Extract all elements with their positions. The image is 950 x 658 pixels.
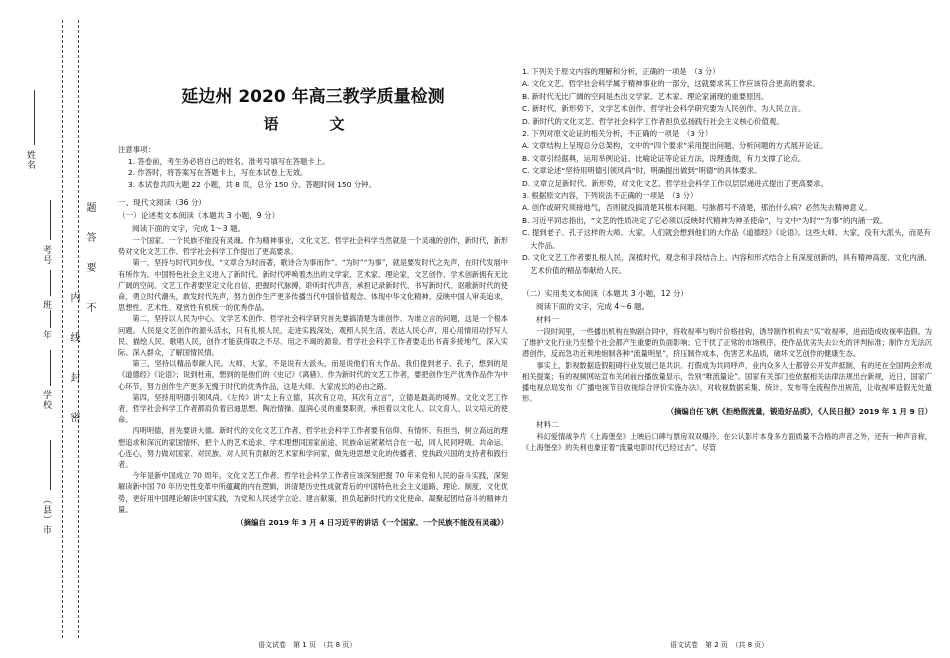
subject-title: 语 文 [263,115,363,133]
answer-option: B. 新时代无比广阔的空间是杰出文学家、艺术家、理论家涌现的重要原因。 [522,91,769,101]
passage-paragraph: 今年是新中国成立 70 周年。文化文艺工作者、哲学社会科学工作者应该深刻把握 70 年来党和人民的奋斗实践，深刻解读新中国 70 年历史性变革中所蕴藏的内在逻辑，讲清楚历史性成就背后的中国特色社会主义道路、理论、制度、文化优势，更好用中国理论解读中国实践，为党和人民述学立论、建言献策，担负起新时代的文化使命、凝聚起团结奋斗的精神力量。 [118,471,508,514]
reading-instruction: 阅读下面的文字，完成 4～6 题。 [536,301,650,311]
name-blank[interactable] [34,90,35,145]
grade-blank[interactable] [50,310,51,328]
fold-line-outer [78,20,79,638]
answer-option: C. 提到老子、孔子这样的大师、大家，人们就会想到他们的大作品《道德经》《论语》。这些大师、大家，没有大派头，而是有大作品。 [522,228,931,250]
fold-line-inner [62,20,63,638]
exam-title: 延边州 2020 年高三教学质量检测 [181,87,445,107]
material-paragraph: 一段时间里，一些播出机构在购剧合同中，将收视率与购片价格挂钩，诱导制作机构去“买”收视率，进而造成收视率造假。为了维护文化行业乃至整个社会都产生重要的负面影响；它干扰了正常的市场秩序，使作品优劣失去公允的评判标准；制作方无法沉潜创作，反而急功近利地炮制各种“流量明星”，挤压制作成本，伤害艺术品质，破坏文艺创作的健康生态。 [522,326,932,359]
class-label: 班 [41,300,51,310]
grade-label: 年 [41,330,51,340]
material-paragraph: 科幻爱情战争片《上海堡垒》上映后口碑与票房双双爆冷。在公认影片本身多方面质量不合格的声音之外，还有一种声音称，《上海堡垒》的失利也象征着“流量电影时代已经过去”。尽管 [522,431,932,453]
notes-heading: 注意事项： [118,145,155,154]
seal-char: 封 [68,372,79,382]
seal-char: 密 [68,412,79,422]
material-source: （摘编自任飞帆《拒绝假流量，锻造好品质》，《人民日报》2019 年 1 月 9 日） [666,407,932,417]
passage-paragraph: 第四，坚持用明德引领风尚。《左传》讲“太上有立德，其次有立功，其次有立言”，立德是最高的境界。文化文艺工作者、哲学社会科学工作者都肩负着启迪思想、陶冶情操、温润心灵的重要职责，承担着以文化人、以文育人、以文培元的使命。 [118,392,508,425]
question-2 [522,128,932,190]
seal-char: 不 [84,302,95,312]
exam-no-blank[interactable] [50,200,51,240]
seal-char: 线 [68,332,79,342]
question-3 [522,190,932,277]
right-column [522,66,932,453]
material-heading: 材料一 [536,314,559,324]
name-label: 姓名 [25,150,35,170]
answer-option: A. 文化文艺、哲学社会科学属于精神事业的一部分，这就要求其工作应该符合更高的要求。 [522,79,820,89]
class-blank[interactable] [50,270,51,296]
question-stem: 3. 根据原文内容，下列说法不正确的一项是 （3 分） [522,191,698,201]
county-blank[interactable] [50,440,51,490]
left-column [118,70,508,529]
reading-instruction: 阅读下面的文字，完成 1～3 题。 [132,224,246,233]
answer-option: D. 文章立足新时代、新形势，对文化文艺、哲学社会科学工作以层层递进式提出了更高要求。 [522,178,829,188]
note-item: 3. 本试卷共四大题 22 小题，共 8 页，总分 150 分。答题时间 150 分钟。 [128,179,376,189]
school-label: 学校 [41,390,51,410]
question-1 [522,66,932,128]
passage-paragraph: 第三，坚持以精品奉献人民。大师、大家，不是说有大派头，而是说他们有大作品。我们提到老子、孔子，想到的是《道德经》《论语》；说到杜甫，想到的是他们的《史记》《离骚》。作为新时代的文艺工作者，要把创作生产优秀作品作为中心环节，努力创作生产更多无愧于时代的优秀作品，这是大师、大家成长的必由之路。 [118,359,508,391]
answer-option: D. 新时代的文化文艺、哲学社会科学工作者担负弘扬践行社会主义核心价值观。 [522,116,784,126]
school-blank[interactable] [50,350,51,386]
answer-option: B. 文章引经据典，运用举例论证、比喻论证等论证方法，说理透彻，有力支撑了论点。 [522,153,806,163]
county-label: （县）市 [41,495,51,535]
seal-char: 内 [68,292,79,302]
seal-char: 题 [84,202,95,212]
passage-source: （摘编自 2019 年 3 月 4 日习近平的讲话《一个国家、一个民族不能没有灵魂》） [236,518,508,528]
seal-char: 答 [84,232,95,242]
answer-option: D. 文化文艺工作者要扎根人民，深植时代，观念和手段结合上、内容和形式结合上有深度创新的，具有精神高度、文化内涵、艺术价值的精品奉献给人民。 [522,253,932,275]
passage-paragraph: 一个国家、一个民族不能没有灵魂。作为精神事业，文化文艺、哲学社会科学当然就是一个灵魂的创作，新时代，新形势对文化文艺工作、哲学社会科学工作提出了更高要求。 [118,236,508,257]
subsection-heading: （二）实用类文本阅读（本题共 3 小题，12 分） [522,288,689,298]
seal-char: 要 [84,262,95,272]
note-item: 1. 答卷前，考生务必将自己的姓名、准考号填写在答题卡上。 [128,156,330,166]
exam-no-label: 考号 [41,245,51,265]
page-footer-right: 语文试卷 第 2 页 （共 8 页） [670,641,769,649]
answer-option: C. 新时代、新形势下，文学艺术创作、哲学社会科学研究要为人民创作、为人民立言。 [522,104,806,114]
note-item: 2. 作答时，将答案写在答题卡上，写在本试卷上无效。 [128,168,308,177]
answer-option: B. 习近平同志指出，“文艺的性质决定了它必须以反映时代精神为神圣使命”，与文中“为时”“为事”的内涵一致。 [522,215,888,225]
answer-option: C. 文章论述“坚持用明德引领风尚”时，明确提出做到“明德”的具体要求。 [522,166,762,176]
subsection-heading: （一）论述类文本阅读（本题共 3 小题，9 分） [118,211,280,220]
passage-paragraph: 第一，坚持与时代同步伐。“文章合为时而著，歌诗合为事而作”。“为时”“为事”，就是要发时代之先声，在时代发展中有所作为。中国特色社会主义进入了新时代。新时代呼唤着杰出的文学家、艺术家、理论家，文艺创作、学术创新拥有无比广阔的空间。文艺工作者要坚定文化自信，把握时代脉搏，聆听时代声音，承担记录新时代、书写新时代、讴歌新时代的使命，勇立时代潮头，敢发时代先声，努力创作生产更多传播当代中国价值观念、体现中华文化精神、反映中国人审美追求，思想性、艺术性、观赏性有机统一的优秀作品。 [118,258,508,313]
page-footer-left: 语文试卷 第 1 页 （共 8 页） [258,641,357,649]
question-stem: 1. 下列关于原文内容的理解和分析，正确的一项是 （3 分） [522,67,720,76]
passage-paragraph: 第二，坚持以人民为中心。文学艺术创作、哲学社会科学研究首先要搞清楚为谁创作、为谁立言的问题，这是一个根本问题。人民是文艺创作的源头活水，只有扎根人民，走进实践深处，观照人民生活，表达人民心声，用心用情用功抒写人民、描绘人民、歌唱人民，创作才能获得取之不尽、用之不竭的源泉。哲学社会科学工作者要走出书斋多接地气，深入实际、深入群众，了解国情民情。 [118,314,508,358]
question-stem: 2. 下列对原文论证的相关分析，不正确的一项是 （3 分） [522,129,713,139]
material-heading: 材料二 [536,419,559,429]
passage-paragraph: 丙明明德，首先要讲大德。新时代的文化文艺工作者、哲学社会科学工作者要有信仰、有情怀、有担当，树立高远的理想追求和深沉的家国情怀，把个人的艺术追求、学术理想同国家前途、民族命运紧紧结合在一起，同人民同呼吸、共命运、心连心，努力做对国家、对民族、对人民有贡献的艺术家和学问家，做先进思想文化的传播者、党执政兴国的支持者和践行者。 [118,426,508,470]
section-heading: 一、现代文阅读（36 分） [118,198,207,207]
answer-option: A. 创作或研究须接地气，否则就没搞清楚其根本问题。号脉都号不清楚，那治什么病？必然失去精神意义。 [522,203,872,213]
binding-margin [0,0,100,658]
material-paragraph: 事实上，影视数据造假阻碍行业发展已是共识。打假成为共同呼声，业内众多人士都曾公开发声抵制，有的还在全国两会形成相关提案；有的视频网站宣布关闭前台播放量显示，告别“唯流量论”。国家有关部门也依据相关法律法规出台新规，近日，国家广播电视总局发布《广播电视节目收视综合评价实施办法》，对收视数据采集、统计、发布等全流程作出规范，让收视率造假无处遁形。 [522,360,932,404]
answer-option: A. 文章结构上呈现总分总架构，文中的“四个要求”采用提出问题、分析问题的方式展开论证。 [522,141,828,151]
